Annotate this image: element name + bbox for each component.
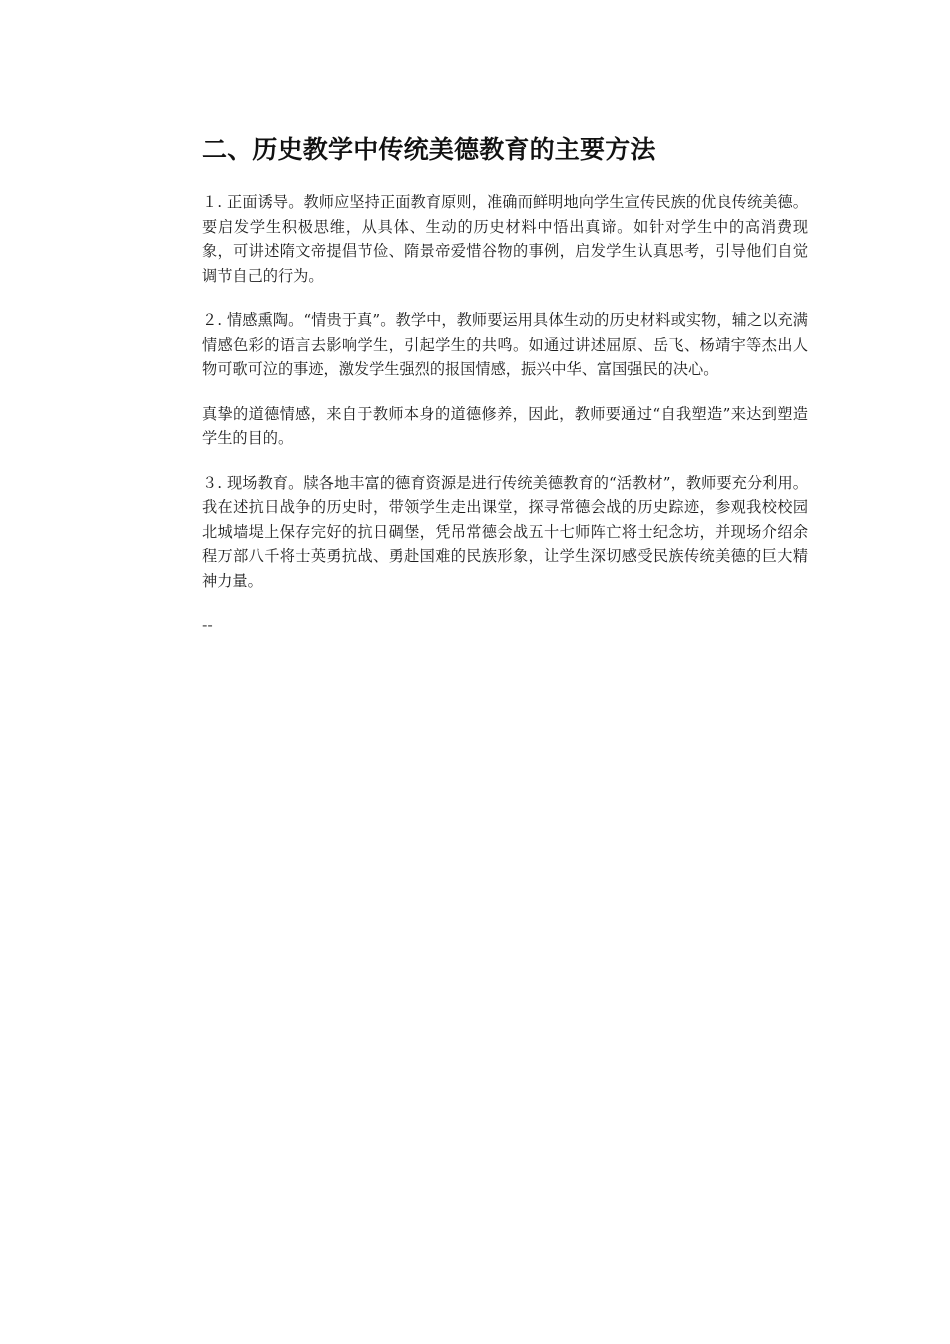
- paragraph-emotional-cultivation: ２. 情感熏陶。“情贵于真”。教学中，教师要运用具体生动的历史材料或实物，辅之以充满情感色彩的语言去影响学生，引起学生的共鸣。如通过讲述屈原、岳飞、杨靖宇等杰出人物可歌可泣的事迹，激发学生强烈的报国情感，振兴中华、富国强民的决心。: [202, 311, 808, 378]
- paragraph-on-site-education: ３. 现场教育。牍各地丰富的德育资源是进行传统美德教育的“活教材”，教师要充分利用。我在述抗日战争的历史时，带领学生走出课堂，探寻常德会战的历史踪迹，参观我校校园北城墙堤上保存完好的抗日碉堡，凭吊常德会战五十七师阵亡将士纪念坊，并现场介绍余程万部八千将士英勇抗战、勇赴国难的民族形象，让学生深切感受民族传统美德的巨大精神力量。: [202, 473, 808, 590]
- trailing-mark: --: [202, 616, 213, 634]
- document-body: [202, 132, 808, 637]
- paragraph-positive-guidance: １. 正面诱导。教师应坚持正面教育原则，准确而鲜明地向学生宣传民族的优良传统美德。要启发学生积极思维，从具体、生动的历史材料中悟出真谛。如针对学生中的高消费现象，可讲述隋文帝提倡节俭、隋景帝爱惜谷物的事例，启发学生认真思考，引导他们自觉调节自己的行为。: [202, 193, 808, 285]
- paragraph-moral-emotion: 真挚的道德情感，来自于教师本身的道德修养，因此，教师要通过“自我塑造”来达到塑造学生的目的。: [202, 404, 808, 447]
- section-heading: 二、历史教学中传统美德教育的主要方法: [202, 135, 656, 164]
